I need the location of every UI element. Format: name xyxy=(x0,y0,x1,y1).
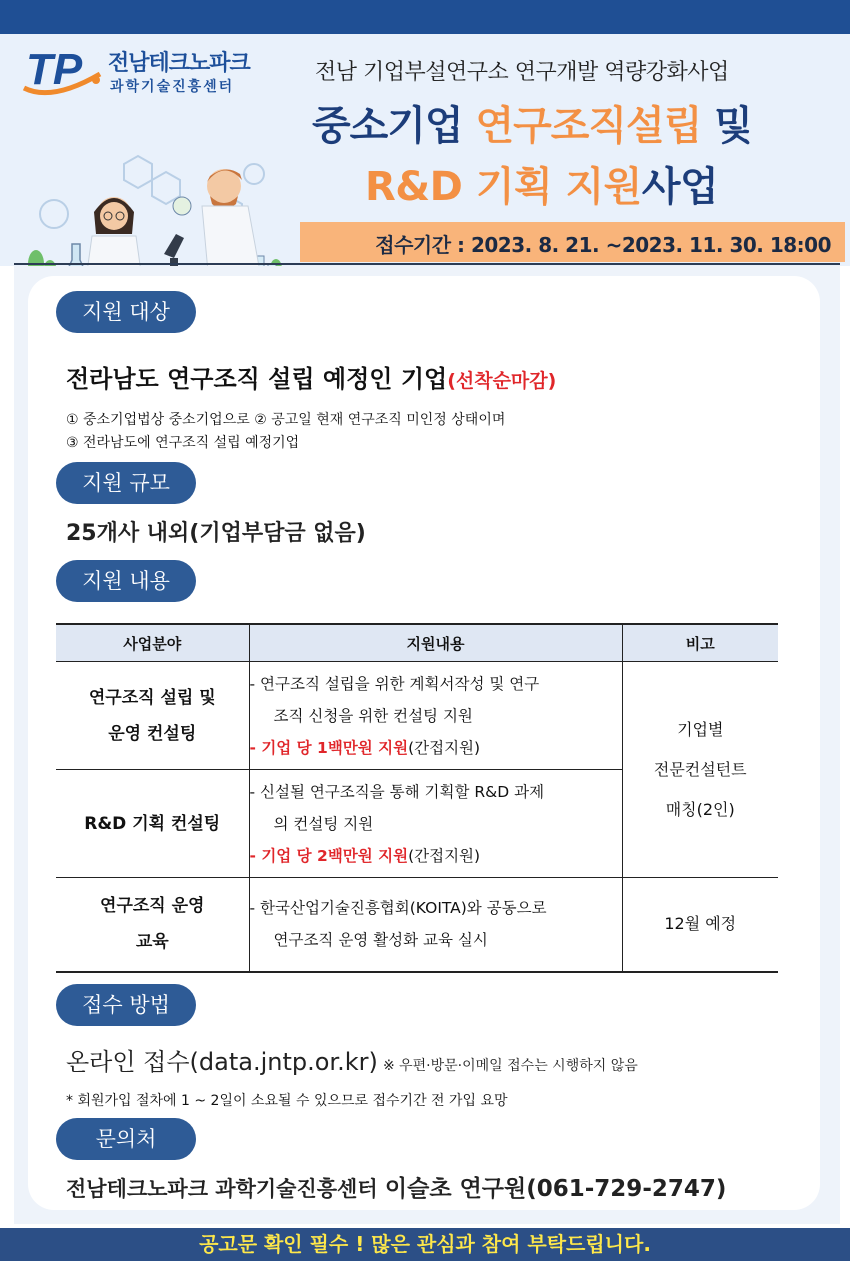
shared-note-cell xyxy=(622,662,778,878)
table-row xyxy=(56,662,778,770)
target-condition-1: ① 중소기업법상 중소기업으로 ② 공고일 현재 연구조직 미인정 상태이며 xyxy=(66,412,506,428)
title-part: 중소기업 xyxy=(312,103,476,149)
content-line: 조직 신청을 위한 컨설팅 지원 xyxy=(273,706,473,725)
content-cell xyxy=(249,878,622,972)
application-period-bar xyxy=(300,222,845,262)
content-line: - 연구조직 설립을 위한 계획서작성 및 연구 xyxy=(249,674,540,693)
note-cell: 12월 예정 xyxy=(622,878,778,972)
header-banner xyxy=(0,34,850,266)
table-header: 사업분야 xyxy=(56,624,249,662)
field-line: R&D 기획 컨설팅 xyxy=(84,813,221,834)
top-color-bar xyxy=(0,0,850,34)
title-part: 및 xyxy=(701,103,752,149)
table-header: 비고 xyxy=(622,624,778,662)
support-amount-note: (간접지원) xyxy=(408,846,481,865)
target-headline-text: 전라남도 연구조직 설립 예정인 기업 xyxy=(66,365,448,393)
support-amount: - 기업 당 1백만원 지원 xyxy=(249,738,409,757)
title-highlight: 연구조직설립 xyxy=(475,103,702,149)
support-amount-note: (간접지원) xyxy=(408,738,481,757)
content-line: - 한국산업기술진흥협회(KOITA)와 공동으로 xyxy=(249,899,547,918)
section-label-method: 접수 방법 xyxy=(56,984,196,1026)
scientists-illustration xyxy=(14,144,304,266)
application-method-note: ※ 우편·방문·이메일 접수는 시행하지 않음 xyxy=(382,1058,638,1074)
note-line: 매칭(2인) xyxy=(665,799,735,819)
title-part: 사업 xyxy=(641,164,719,210)
field-line: 연구조직 운영 xyxy=(100,896,205,917)
field-line: 운영 컨설팅 xyxy=(108,723,197,744)
content-line: 의 컨설팅 지원 xyxy=(273,814,374,833)
support-amount: - 기업 당 2백만원 지원 xyxy=(249,846,409,865)
logo-subtitle: 과학기술진흥센터 xyxy=(110,79,235,95)
table-header-row xyxy=(56,624,778,662)
section-label-content: 지원 내용 xyxy=(56,560,196,602)
footer-banner: 공고문 확인 필수 ! 많은 관심과 참여 부탁드립니다. xyxy=(0,1228,850,1261)
contact-person: 이슬초 연구원(061-729-2747) xyxy=(384,1176,727,1202)
target-condition-2: ③ 전라남도에 연구조직 설립 예정기업 xyxy=(66,435,300,451)
field-cell xyxy=(56,770,249,878)
content-cell xyxy=(249,770,622,878)
field-cell xyxy=(56,662,249,770)
online-application-text: 온라인 접수(data.jntp.or.kr) xyxy=(66,1048,378,1076)
main-title-line2 xyxy=(365,155,718,212)
content-line: 연구조직 운영 활성화 교육 실시 xyxy=(273,931,488,950)
section-label-contact: 문의처 xyxy=(56,1118,196,1160)
jntp-logo xyxy=(22,44,282,100)
field-line: 교육 xyxy=(135,932,169,953)
note-line: 전문컨설턴트 xyxy=(653,759,747,779)
target-headline xyxy=(66,359,556,394)
first-come-note: (선착순마감) xyxy=(447,370,557,392)
contact-info xyxy=(66,1170,726,1203)
field-line: 연구조직 설립 및 xyxy=(88,687,216,708)
support-content-table xyxy=(56,623,778,973)
program-subtitle: 전남 기업부설연구소 연구개발 역량강화사업 xyxy=(315,60,729,85)
tp-logo-mark-icon xyxy=(22,44,104,100)
application-period: 접수기간 : 2023. 8. 21. ~2023. 11. 30. 18:00 xyxy=(375,233,831,257)
main-title-line1 xyxy=(312,94,752,151)
logo-name: 전남테크노파크 xyxy=(108,51,250,76)
online-application xyxy=(66,1042,638,1077)
scale-text: 25개사 내외(기업부담금 없음) xyxy=(66,521,366,546)
section-label-target: 지원 대상 xyxy=(56,291,196,333)
header-divider xyxy=(14,263,840,265)
field-cell xyxy=(56,878,249,972)
contact-org: 전남테크노파크 과학기술진흥센터 xyxy=(66,1177,385,1201)
signup-footnote: * 회원가입 절차에 1 ~ 2일이 소요될 수 있으므로 접수기간 전 가입 요망 xyxy=(66,1093,508,1109)
section-label-scale: 지원 규모 xyxy=(56,462,196,504)
content-cell xyxy=(249,662,622,770)
title-highlight: R&D 기획 지원 xyxy=(365,164,642,210)
table-row xyxy=(56,878,778,972)
content-line: - 신설될 연구조직을 통해 기획할 R&D 과제 xyxy=(249,782,545,801)
note-line: 기업별 xyxy=(677,719,724,739)
svg-text:TP: TP xyxy=(26,45,83,94)
table-header: 지원내용 xyxy=(249,624,622,662)
